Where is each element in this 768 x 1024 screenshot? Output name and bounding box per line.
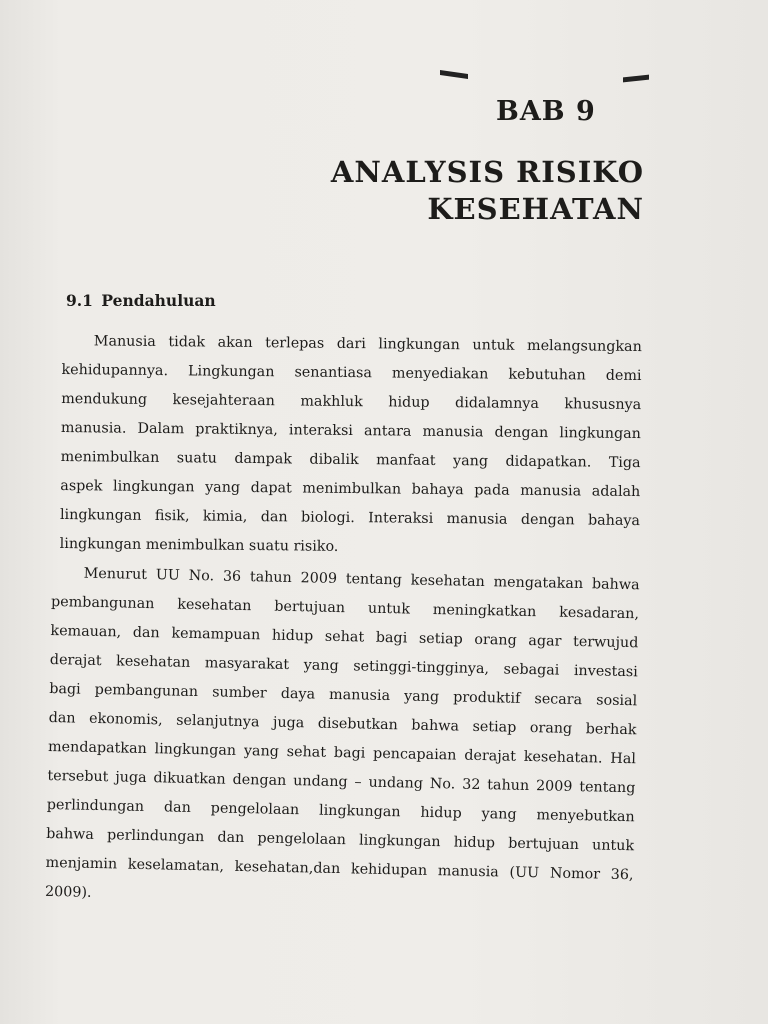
paragraph-line: kehidupannya. Lingkungan senantiasa menyediakan kebutuhan demi (61, 361, 642, 385)
paragraph-line: aspek lingkungan yang dapat menimbulkan bahaya pada manusia adalah (60, 477, 641, 501)
paragraph-line: mendukung kesejahteraan makhluk hidup didalamnya khususnya (61, 390, 642, 414)
paragraph-line: menjamin keselamatan, kesehatan,dan kehidupan manusia (UU Nomor 36, (45, 854, 634, 884)
chapter-label: BAB 9 (496, 96, 596, 127)
paragraph-line: 2009). (44, 883, 92, 901)
paragraph-line: menimbulkan suatu dampak dibalik manfaat yang didapatkan. Tiga (60, 448, 641, 472)
paragraph-line: perlindungan dan pengelolaan lingkungan hidup yang menyebutkan (46, 796, 635, 826)
paragraph-line: bahwa perlindungan dan pengelolaan lingkungan hidup bertujuan untuk (46, 825, 635, 855)
paragraph-line: lingkungan menimbulkan suatu risiko. (59, 535, 339, 555)
chapter-title-line-1: ANALYSIS RISIKO (330, 155, 644, 189)
paragraph-line: dan ekonomis, selanjutnya juga disebutkan bahwa setiap orang berhak (48, 709, 637, 739)
chapter-title (304, 154, 644, 228)
paragraph-line: lingkungan fisik, kimia, dan biologi. Interaksi manusia dengan bahaya (59, 506, 641, 530)
paragraph-line: pembangunan kesehatan bertujuan untuk meningkatkan kesadaran, (50, 593, 640, 623)
corner-mark-right (623, 75, 649, 83)
paragraph-line: derajat kesehatan masyarakat yang setinggi-tingginya, sebagai investasi (49, 651, 638, 681)
section-title: Pendahuluan (101, 291, 216, 310)
paragraph-line: bagi pembangunan sumber daya manusia yang produktif secara sosial (49, 680, 638, 710)
paragraph-line: Manusia tidak akan terlepas dari lingkungan untuk melangsungkan (93, 333, 642, 356)
section-number: 9.1 (66, 291, 93, 310)
paragraph-line: kemauan, dan kemampuan hidup sehat bagi setiap orang agar terwujud (50, 622, 639, 652)
chapter-title-line-2: KESEHATAN (427, 192, 644, 226)
section-heading (66, 291, 466, 310)
corner-mark-left (440, 70, 468, 79)
paragraph-line: Menurut UU No. 36 tahun 2009 tentang kesehatan mengatakan bahwa (83, 565, 640, 594)
paragraph-line: mendapatkan lingkungan yang sehat bagi pencapaian derajat kesehatan. Hal (47, 738, 637, 768)
paragraph-2 (45, 559, 640, 919)
paragraph-line: manusia. Dalam praktiknya, interaksi antara manusia dengan lingkungan (60, 419, 641, 443)
paragraph-1 (60, 327, 642, 565)
paragraph-line: tersebut juga dikuatkan dengan undang – undang No. 32 tahun 2009 tentang (47, 767, 636, 797)
